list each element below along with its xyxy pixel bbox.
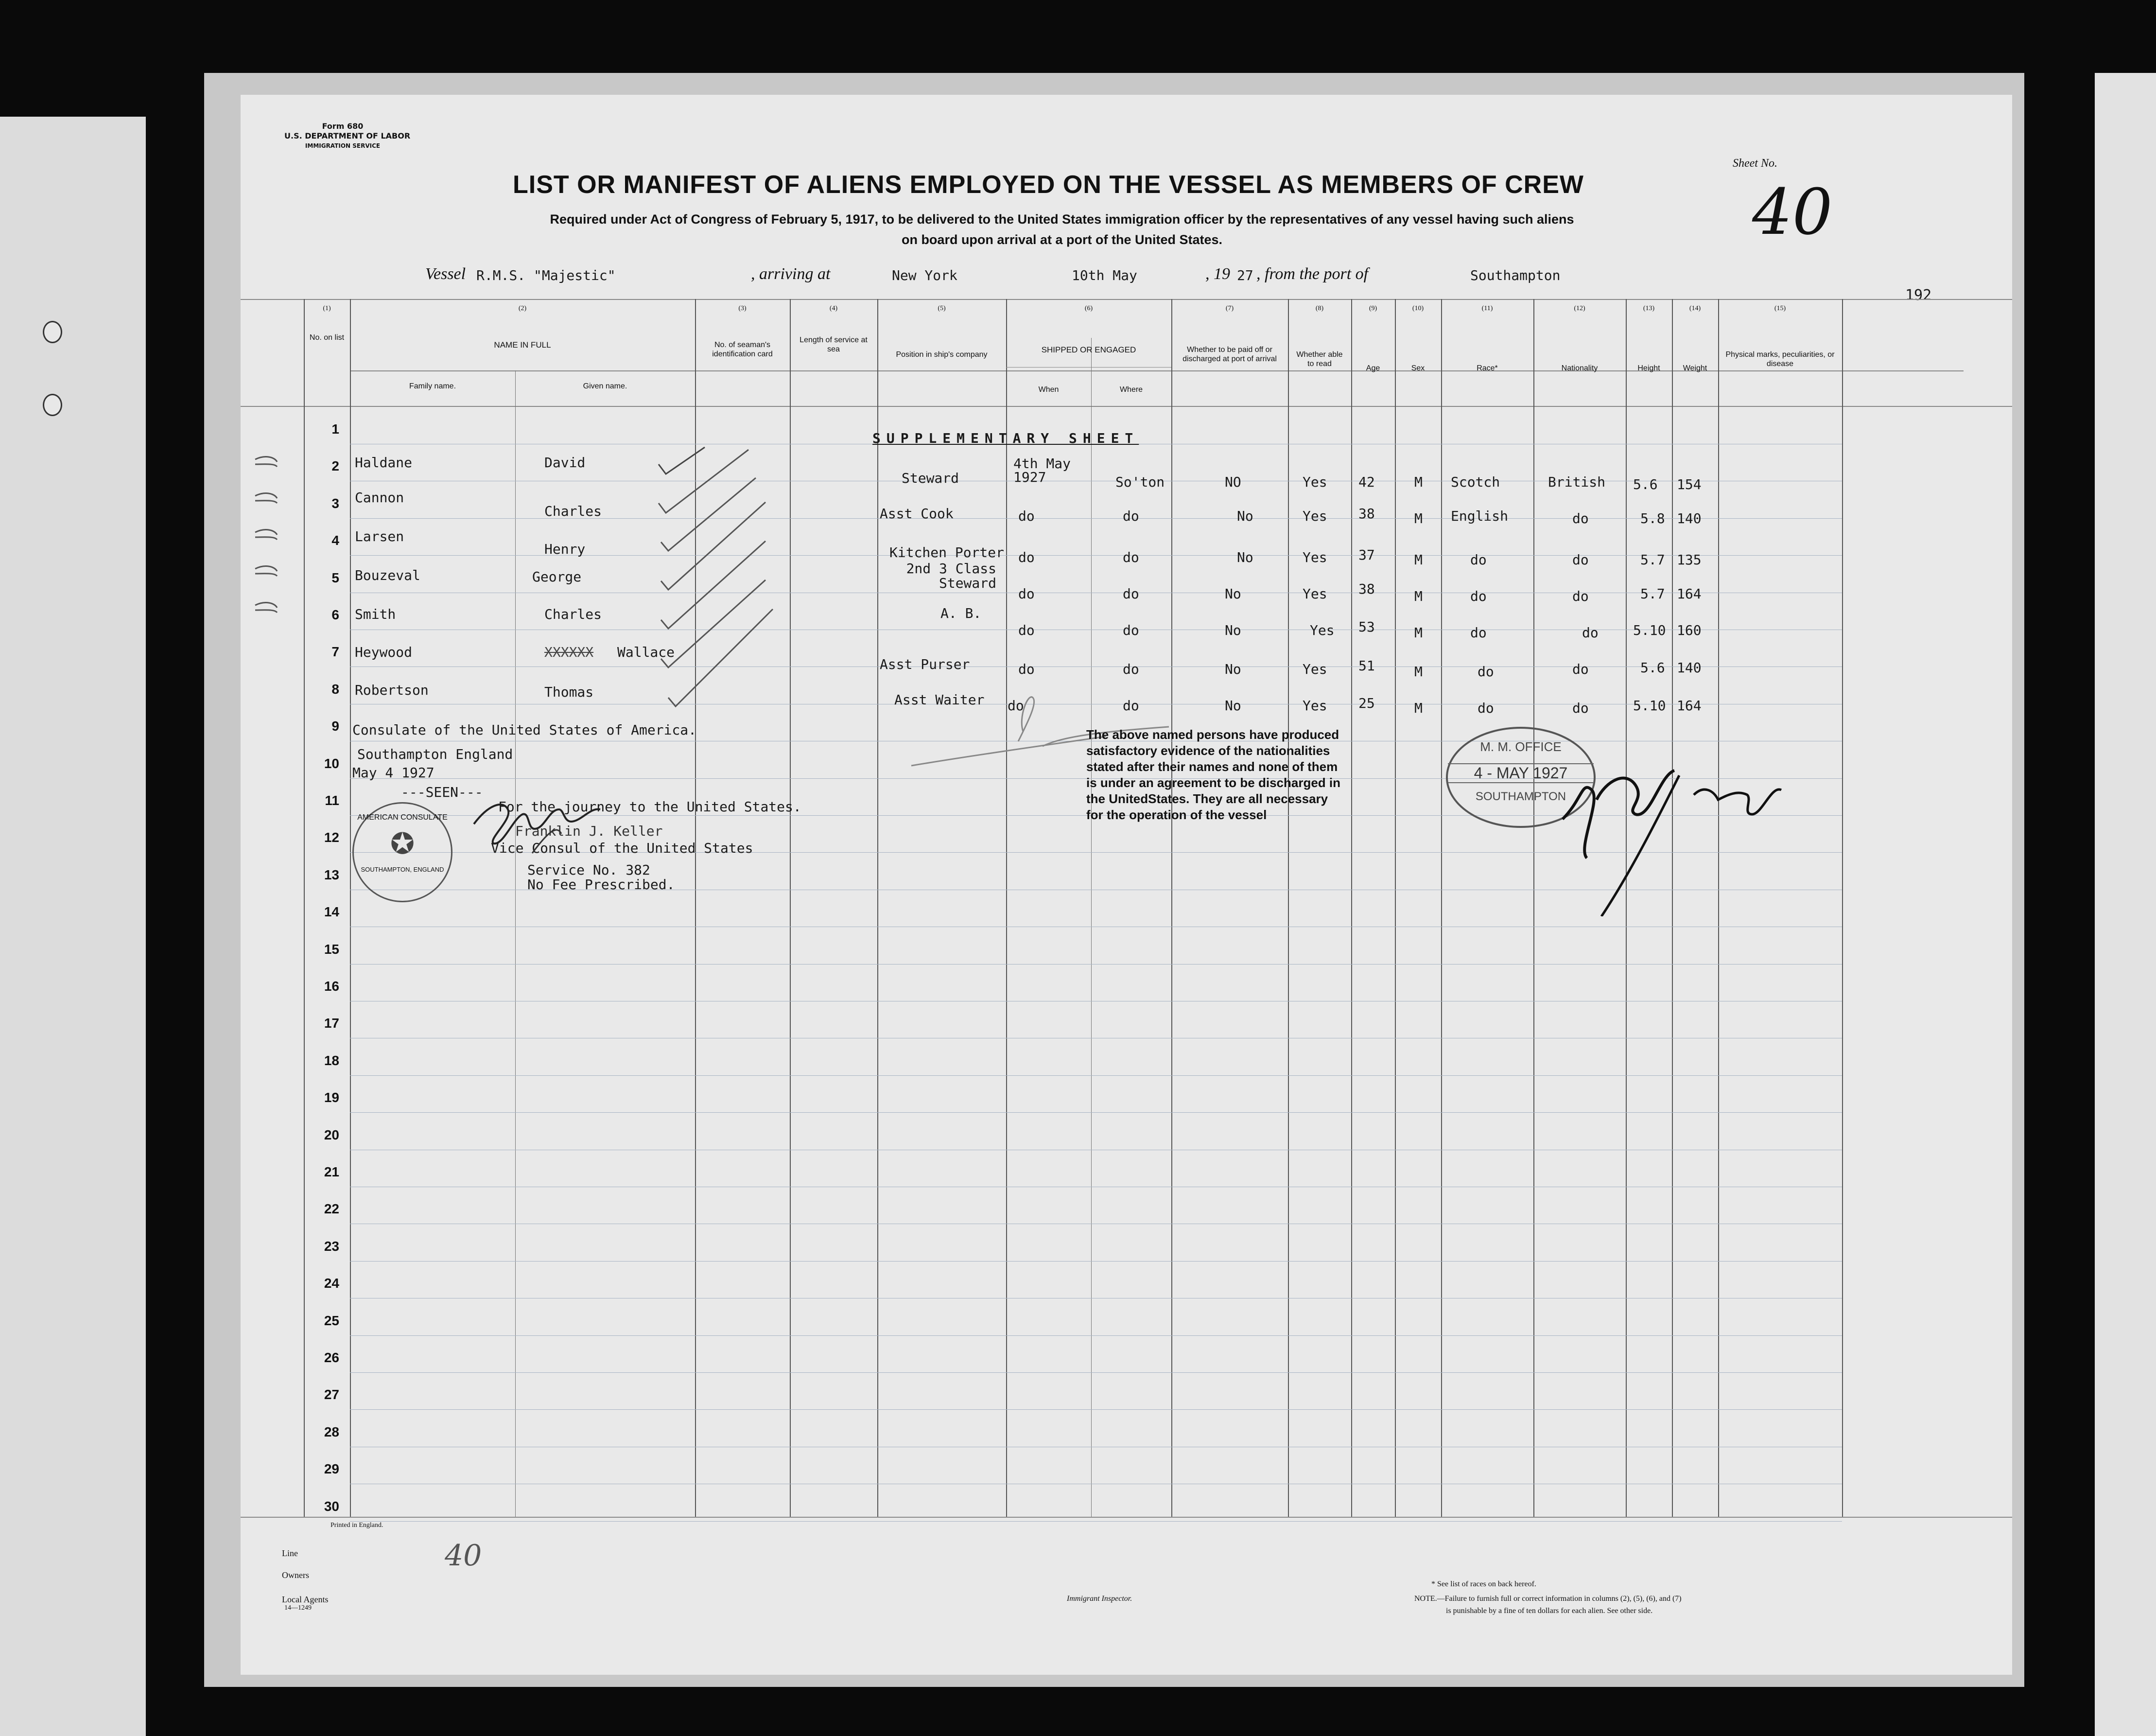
row-number: 18 [324,1052,339,1068]
struck-given-name: XXXXXX [544,644,594,660]
able-read: Yes [1303,508,1327,524]
weight: 140 [1677,510,1702,526]
row-number: 28 [324,1424,339,1439]
check-mark [659,447,705,474]
consulate-date: May 4 1927 [352,765,435,781]
weight: 160 [1677,622,1702,638]
declaration-line: satisfactory evidence of the nationalities [1086,743,1330,758]
col-number: (9) [1369,305,1377,312]
row-number: 14 [324,904,339,920]
weight: 135 [1677,552,1702,568]
service: IMMIGRATION SERVICE [305,142,381,149]
sheet-number: 40 [1752,175,1833,249]
subtitle [454,209,1669,250]
given-name: Wallace [617,644,675,660]
check-mark [661,502,765,590]
shipped-subrule [1006,367,1171,368]
paid-off: No [1225,622,1241,638]
row-rule [350,666,1842,667]
family-name: Larsen [355,528,404,544]
nationality: do [1572,700,1589,716]
able-read: Yes [1303,586,1327,602]
weight: 154 [1677,476,1702,492]
line-number: 40 [445,1539,482,1573]
sex: M [1414,625,1423,641]
family-name: Robertson [355,682,429,698]
table-bottom-rule [241,1517,2012,1518]
subtitle-line: on board upon arrival at a port of the United States. [901,232,1223,247]
form-code: 14—1249 [284,1604,312,1612]
penalty-note: NOTE.—Failure to furnish full or correct information in columns (2), (5), (6), and (7) [1414,1595,1682,1603]
col-number: (3) [738,305,747,312]
height: 5.8 [1640,510,1665,526]
seal-bottom-text: SOUTHAMPTON, ENGLAND [361,866,444,873]
shipped-when: do [1018,661,1035,677]
shipped-where: do [1123,549,1139,565]
film-strip-left [0,117,146,1736]
family-name: Cannon [355,490,404,506]
master-signature [1553,707,1796,916]
sex: M [1414,510,1423,526]
sex: M [1414,700,1423,716]
header-sex: Sex [1411,364,1425,372]
position: Asst Purser [880,656,970,672]
paid-off: NO [1225,474,1241,490]
row-number: 12 [324,830,339,845]
race: do [1478,664,1494,680]
age: 38 [1358,506,1375,522]
row-number: 19 [324,1090,339,1105]
header-weight: Weight [1683,364,1707,372]
col-divider [1091,338,1092,1517]
able-read: Yes [1310,622,1335,638]
declaration-line: The above named persons have produced [1086,727,1339,742]
manifest-sheet [241,95,2012,1675]
given-name: Charles [544,503,602,519]
header-nationality: Nationality [1561,364,1598,372]
row-rule [350,1372,1842,1373]
consulate-journey: For the journey to the United States. [498,799,801,815]
position: A. B. [940,605,982,621]
from-port-label: , from the port of [1256,265,1369,283]
paid-off: No [1237,549,1253,565]
page-number: 192 [1905,287,1932,304]
vessel-label: Vessel [425,265,466,283]
sex: M [1414,588,1423,604]
col-number: (2) [518,305,527,312]
check-mark [661,478,756,551]
col-divider [1288,299,1289,1517]
arrival-date: 10th May [1072,267,1137,283]
header-name-in-full: NAME IN FULL [494,340,551,350]
check-mark [661,541,765,629]
header-family-name: Family name. [409,382,456,390]
given-name: Charles [544,606,602,622]
margin-mark [255,530,277,540]
shipped-when: do [1018,622,1035,638]
row-number: 15 [324,941,339,957]
header-age: Age [1366,364,1380,372]
fee-note: No Fee Prescribed. [527,877,675,893]
col-number: (12) [1574,305,1585,312]
able-read: Yes [1303,474,1327,490]
nationality: do [1572,661,1589,677]
shipped-where: do [1123,698,1139,714]
age: 37 [1358,547,1375,563]
page-title: LIST OR MANIFEST OF ALIENS EMPLOYED ON THE VESSEL AS MEMBERS OF CREW [513,171,1584,199]
shipped-when: 4th May 1927 [1013,456,1071,485]
row-number: 11 [325,793,339,808]
col-divider [515,370,516,1517]
arriving-port: New York [892,267,957,283]
departure-port: Southampton [1470,267,1561,283]
col-divider [1171,299,1172,1517]
paid-off: No [1225,698,1241,714]
height: 5.6 [1640,660,1665,676]
height: 5.7 [1640,552,1665,568]
given-name: David [544,455,586,471]
row-number: 3 [331,495,339,511]
punch-hole [43,394,62,416]
col-number: (7) [1225,305,1234,312]
header-height: Height [1637,364,1660,372]
row-number: 2 [331,458,339,474]
height: 5.6 [1633,476,1658,492]
sex: M [1414,664,1423,680]
col-divider [1395,299,1396,1517]
row-number: 21 [324,1164,339,1179]
col-number: (6) [1084,305,1093,312]
header-bottom-rule [241,406,2012,407]
line-label: Line [282,1548,298,1558]
row-number: 13 [324,867,339,882]
paid-off: No [1225,661,1241,677]
eagle-icon: ✪ [390,827,415,860]
race-note: * See list of races on back hereof. [1431,1580,1536,1588]
col-divider [350,299,351,1517]
col-divider [1441,299,1442,1517]
weight: 164 [1677,698,1702,714]
shipped-where: do [1123,586,1139,602]
seal-top-text: AMERICAN CONSULATE [357,813,448,822]
row-number: 7 [331,644,339,660]
header-position: Position in ship's company [896,351,988,359]
vice-consul-title: Vice Consul of the United States [491,840,753,856]
margin-mark [255,493,277,503]
col-divider [1351,299,1352,1517]
check-mark [661,580,765,667]
header-marks: Physical marks, peculiarities, or disease [1725,351,1835,368]
declaration-line: the UnitedStates. They are all necessary [1086,791,1328,806]
weight: 164 [1677,586,1702,602]
check-mark [668,609,773,706]
col-divider [877,299,878,1517]
vessel-name: R.M.S. "Majestic" [476,267,616,283]
year-prefix: , 19 [1205,265,1230,283]
age: 38 [1358,581,1375,597]
row-rule [350,1112,1842,1113]
header-able-read: Whether able to read [1296,351,1343,368]
able-read: Yes [1303,549,1327,565]
age: 25 [1358,695,1375,711]
margin-mark [255,566,277,576]
row-rule [350,1521,1842,1522]
col-number: (5) [938,305,946,312]
check-mark [659,450,748,513]
margin-mark [255,457,277,467]
col-number: (11) [1481,305,1493,312]
check-marks [654,445,809,707]
age: 42 [1358,474,1375,490]
row-number: 17 [324,1016,339,1031]
race: do [1470,625,1487,641]
position: Asst Waiter [894,692,985,708]
given-name: George [532,569,582,585]
service-number: Service No. 382 [527,862,650,878]
consulate-seen: ---SEEN--- [401,784,483,800]
family-name: Haldane [355,455,413,471]
margin-mark [255,603,277,613]
vice-consul-name: Franklin J. Keller [515,823,663,839]
stamp-bottom-text: SOUTHAMPTON [1475,790,1566,803]
header-race: Race* [1477,364,1498,372]
height: 5.10 [1633,622,1666,638]
form-number: Form 680 [322,122,364,131]
race: do [1478,700,1494,716]
row-number: 26 [324,1350,339,1365]
row-number: 9 [331,719,339,734]
position: Asst Cook [880,506,954,522]
stamp-date: 4 - MAY 1927 [1448,763,1594,783]
form-header [284,122,411,151]
shipped-when: do [1018,549,1035,565]
declaration-line: for the operation of the vessel [1086,807,1267,822]
row-number: 25 [324,1313,339,1328]
race: do [1470,552,1487,568]
header-length-service: Length of service at sea [800,336,868,353]
header-shipped: SHIPPED OR ENGAGED [1041,345,1136,354]
nationality: do [1572,510,1589,526]
col-number: (14) [1689,305,1701,312]
row-rule [350,1075,1842,1076]
col-divider [1842,299,1843,1517]
row-number: 16 [324,979,339,994]
sex: M [1414,474,1423,490]
family-name: Heywood [355,644,413,660]
paid-off: No [1225,586,1241,602]
row-number: 8 [331,681,339,697]
position: Kitchen Porter [889,544,1005,561]
declaration-line: is under an agreement to be discharged in [1086,775,1341,790]
col-divider [1006,299,1007,1517]
row-number: 10 [324,755,339,771]
shipped-when: do [1008,698,1024,714]
shipped-when: do [1018,508,1035,524]
col-number: (4) [829,305,838,312]
header-when: When [1038,386,1059,394]
inspector-label: Immigrant Inspector. [1067,1595,1132,1603]
weight: 140 [1677,660,1702,676]
row-rule [350,1335,1842,1336]
nationality: do [1572,588,1589,604]
col-number: (8) [1315,305,1324,312]
shipped-where: So'ton [1115,474,1165,490]
shipped-where: do [1123,661,1139,677]
consulate-line: Consulate of the United States of America. [352,722,697,738]
department: U.S. DEPARTMENT OF LABOR [284,131,411,140]
nationality: British [1548,474,1606,490]
margin-marks [250,447,289,622]
row-number: 27 [324,1387,339,1403]
row-rule [350,1409,1842,1410]
row-number: 20 [324,1127,339,1142]
header-divider [350,370,1964,371]
printed-in: Printed in England. [330,1522,383,1529]
given-name: Thomas [544,684,594,700]
supplementary-heading: SUPPLEMENTARY SHEET [872,430,1139,446]
consulate-line: Southampton England [357,746,513,762]
age: 53 [1358,619,1375,635]
penalty-note: is punishable by a fine of ten dollars for each alien. See other side. [1446,1607,1653,1615]
sex: M [1414,552,1423,568]
table-top-rule [241,299,2012,300]
race: English [1451,508,1509,524]
shipped-where: do [1123,508,1139,524]
row-number: 6 [331,607,339,622]
consulate-seal [352,802,452,902]
race: do [1470,588,1487,604]
shipped-where: do [1123,622,1139,638]
given-name: Henry [544,541,586,557]
family-name: Smith [355,606,396,622]
header-id-card: No. of seaman's identification card [712,341,773,358]
paid-off: No [1237,508,1253,524]
col-number: (15) [1774,305,1786,312]
family-name: Bouzeval [355,567,420,583]
row-number: 22 [324,1201,339,1217]
sheet-no-label: Sheet No. [1733,157,1777,170]
row-number: 24 [324,1276,339,1291]
nationality: do [1572,552,1589,568]
stamp-top-text: M. M. OFFICE [1480,739,1562,754]
row-number: 4 [331,533,339,548]
agents-label: Local Agents [282,1595,329,1604]
col-number: (1) [323,305,331,312]
header-where: Where [1119,386,1143,394]
position: Steward [902,470,959,486]
col-divider [1533,299,1534,1517]
height: 5.10 [1633,698,1666,714]
nationality: do [1582,625,1599,641]
race: Scotch [1451,474,1500,490]
year-suffix: 27 [1237,267,1253,283]
arriving-label: , arriving at [751,265,831,283]
age: 51 [1358,658,1375,674]
row-number: 1 [331,421,339,437]
able-read: Yes [1303,698,1327,714]
row-number: 29 [324,1461,339,1477]
vice-consul-signature [464,790,620,863]
height: 5.7 [1640,586,1665,602]
row-rule [350,1261,1842,1262]
col-number: (13) [1643,305,1655,312]
subtitle-line: Required under Act of Congress of February 5, 1917, to be delivered to the United States immigration officer by the representatives of any vessel having such aliens [550,212,1574,227]
col-number: (10) [1412,305,1424,312]
film-strip-right [2095,73,2156,1736]
row-number: 5 [331,570,339,585]
shipped-when: do [1018,586,1035,602]
row-number: 30 [324,1498,339,1514]
able-read: Yes [1303,661,1327,677]
position: 2nd 3 Class Steward [906,561,996,591]
header-no-on-list: No. on list [309,333,345,342]
punch-hole [43,321,62,343]
owners-label: Owners [282,1570,309,1580]
declaration [1086,727,1340,823]
declaration-line: stated after their names and none of them [1086,759,1338,774]
col-divider [304,299,305,1517]
header-paid-off: Whether to be paid off or discharged at port of arrival [1182,346,1277,363]
header-given-name: Given name. [583,382,627,390]
row-number: 23 [324,1238,339,1254]
